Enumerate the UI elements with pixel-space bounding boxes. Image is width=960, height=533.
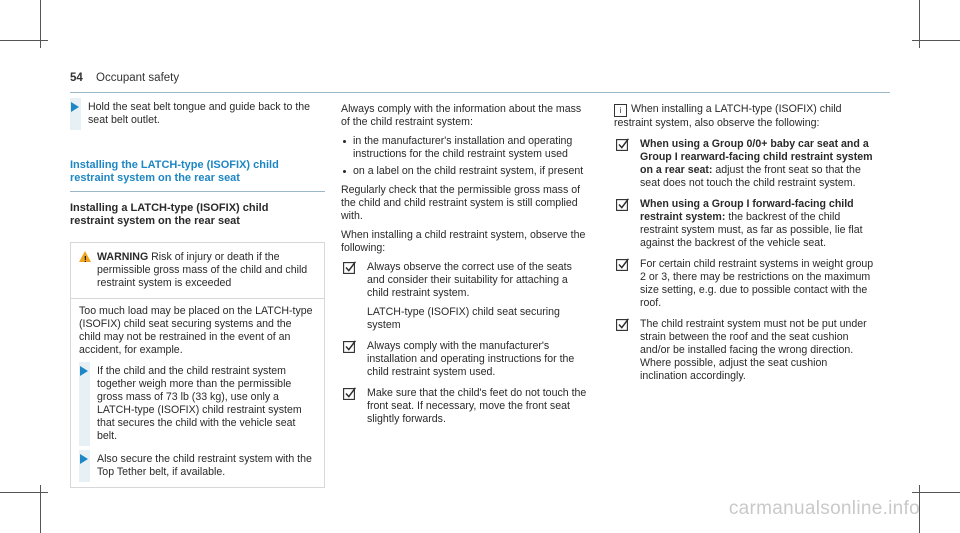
section-heading-line: restraint system on the rear seat [70,172,240,184]
crop-mark [912,492,960,493]
check-text: The child restraint system must not be put under strain between the roof and the seat cushion and/or be installed facing the wrong direction. Where possible, adjust the seat cushion inclination accordingly. [640,318,867,382]
warning-body: Too much load may be placed on the LATCH-type (ISOFIX) child seat securing systems and the child may not be restrained in the event of an accident, for example. [79,305,313,356]
paragraph: When installing a child restraint system, observe the following: [341,229,586,254]
checkmark-box-icon [616,138,629,151]
arrow-right-icon [80,366,88,376]
page-number: 54 [70,72,83,84]
check-item [341,387,591,426]
paragraph: Always comply with the information about the mass of the child restraint system: [341,103,582,128]
note-text: When installing a LATCH-type (ISOFIX) child restraint system, also observe the following: [614,103,842,129]
watermark: carmanualsonline.info [728,498,920,519]
paragraph: Regularly check that the permissible gross mass of the child and child restraint system is still complied with. [341,184,581,222]
subsection-heading [70,202,325,228]
warning-step [79,365,316,443]
check-item [614,198,874,250]
bullet-item: in the manufacturer's installation and operating instructions for the child restraint system used [341,135,591,161]
crop-mark [0,492,48,493]
check-subtext: LATCH-type (ISOFIX) child seat securing system [367,306,560,331]
checkmark-box-icon [343,261,356,274]
column-left [70,101,325,488]
check-bold-text: When using a Group I forward-facing child restraint system: [640,198,854,223]
warning-label: WARNING [97,251,149,263]
crop-mark [912,40,960,41]
note [614,103,874,130]
warning-step-text: Also secure the child restraint system with the Top Tether belt, if available. [97,453,312,478]
bullet-list [341,135,591,178]
section-heading [70,159,325,185]
warning-box [70,242,325,488]
intro-step-text: Hold the seat belt tongue and guide back to the seat belt outlet. [88,101,311,126]
info-note-icon: i [614,104,627,117]
warning-divider [71,298,324,299]
warning-step-text: If the child and the child restraint system together weigh more than the permissible gross mass of 73 lb (33 kg), use only a LATCH-type (ISOFIX) child restraint system that secures the child with the vehicle seat belt. [97,365,302,442]
crop-mark [0,40,48,41]
warning-header [79,251,316,290]
check-text: adjust the front seat so that the seat does not touch the child restraint system. [640,164,861,189]
check-item [614,318,874,383]
warning-step [79,453,316,479]
check-item [341,261,591,332]
section-rule [70,191,325,192]
warning-text: Risk of injury or death if the permissible gross mass of the child and child restraint system is exceeded [97,251,308,289]
header-rule [70,92,890,93]
check-text: Always observe the correct use of the seats and consider their suitability for attaching a child restraint system. [367,261,572,299]
checkmark-box-icon [616,198,629,211]
page-header [70,72,179,84]
checkmark-box-icon [343,387,356,400]
check-item [341,340,591,379]
check-item [614,138,874,190]
column-middle [341,103,591,434]
subsection-heading-line: Installing a LATCH-type (ISOFIX) child [70,202,269,214]
arrow-right-icon [71,102,79,112]
bullet-item: on a label on the child restraint system, if present [341,165,591,178]
check-item [614,258,874,310]
checkmark-box-icon [616,318,629,331]
checkmark-box-icon [343,340,356,353]
check-text: the backrest of the child restraint system must, as far as possible, lie flat against the backrest of the vehicle seat. [640,211,863,249]
check-text: Always comply with the manufacturer's installation and operating instructions for the child restraint system used. [367,340,575,378]
check-bold-text: When using a Group 0/0+ baby car seat and a Group I rearward-facing child restraint system on a rear seat: [640,138,873,176]
check-text: Make sure that the child's feet do not touch the front seat. If necessary, move the front seat slightly forwards. [367,387,587,425]
intro-step [70,101,325,127]
warning-triangle-icon: ! [79,251,91,262]
column-right [614,103,874,391]
section-heading-line: Installing the LATCH-type (ISOFIX) child [70,159,279,171]
subsection-heading-line: restraint system on the rear seat [70,215,240,227]
section-title: Occupant safety [96,72,180,84]
checkmark-box-icon [616,258,629,271]
arrow-right-icon [80,454,88,464]
check-text: For certain child restraint systems in weight group 2 or 3, there may be restrictions on the maximum size setting, e.g. due to possible contact with the roof. [640,258,874,309]
